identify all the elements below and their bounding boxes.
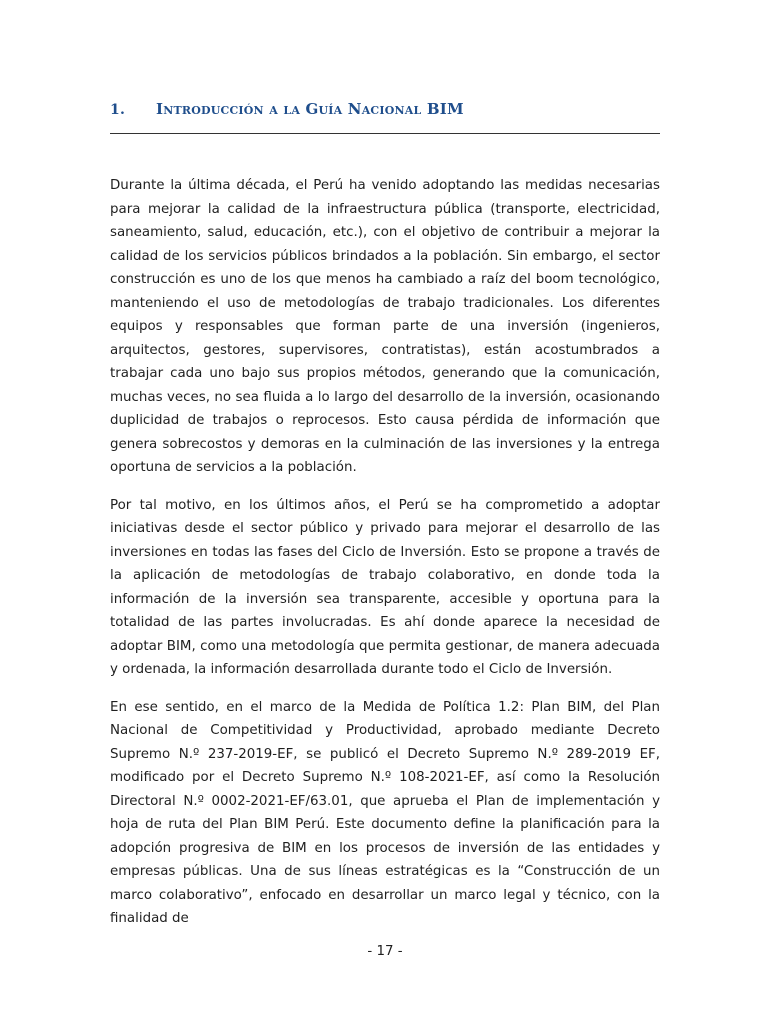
body-text <box>110 174 660 945</box>
page-number: - 17 - <box>367 944 403 959</box>
heading-divider <box>110 133 660 134</box>
paragraph-2: Por tal motivo, en los últimos años, el Perú se ha comprometido a adoptar iniciativas desde el sector público y privado para mejorar el desarrollo de las inversiones en todas las fases del Ciclo de Inversión. Esto se propone a través de la aplicación de metodologías de trabajo colaborativo, en donde toda la información de la inversión sea transparente, accesible y oportuna para la totalidad de las partes involucradas. Es ahí donde aparece la necesidad de adoptar BIM, como una metodología que permita gestionar, de manera adecuada y ordenada, la información desarrollada durante todo el Ciclo de Inversión. <box>110 497 660 677</box>
section-number: 1. <box>110 102 126 118</box>
paragraph-3: En ese sentido, en el marco de la Medida de Política 1.2: Plan BIM, del Plan Nacional de Competitividad y Productividad, aprobado mediante Decreto Supremo N.º 237-2019-EF, se publicó el Decreto Supremo N.º 289-2019 EF, modificado por el Decreto Supremo N.º 108-2021-EF, así como la Resolución Directoral N.º 0002-2021-EF/63.01, que aprueba el Plan de implementación y hoja de ruta del Plan BIM Perú. Este documento define la planificación para la adopción progresiva de BIM en los procesos de inversión de las entidades y empresas públicas. Una de sus líneas estratégicas es la “Construcción de un marco colaborativo”, enfocado en desarrollar un marco legal y técnico, con la finalidad de <box>110 699 660 926</box>
paragraph-1: Durante la última década, el Perú ha venido adoptando las medidas necesarias para mejorar la calidad de la infraestructura pública (transporte, electricidad, saneamiento, salud, educación, etc.), con el objetivo de contribuir a mejorar la calidad de los servicios públicos brindados a la población. Sin embargo, el sector construcción es uno de los que menos ha cambiado a raíz del boom tecnológico, manteniendo el uso de metodologías de trabajo tradicionales. Los diferentes equipos y responsables que forman parte de una inversión (ingenieros, arquitectos, gestores, supervisores, contratistas), están acostumbrados a trabajar cada uno bajo sus propios métodos, generando que la comunicación, muchas veces, no sea fluida a lo largo del desarrollo de la inversión, ocasionando duplicidad de trabajos o reprocesos. Esto causa pérdida de información que genera sobrecostos y demoras en la culminación de las inversiones y la entrega oportuna de servicios a la población. <box>110 178 660 475</box>
section-heading <box>110 100 660 118</box>
document-page <box>110 0 660 1024</box>
section-title: Introducción a la Guía Nacional BIM <box>156 100 464 118</box>
